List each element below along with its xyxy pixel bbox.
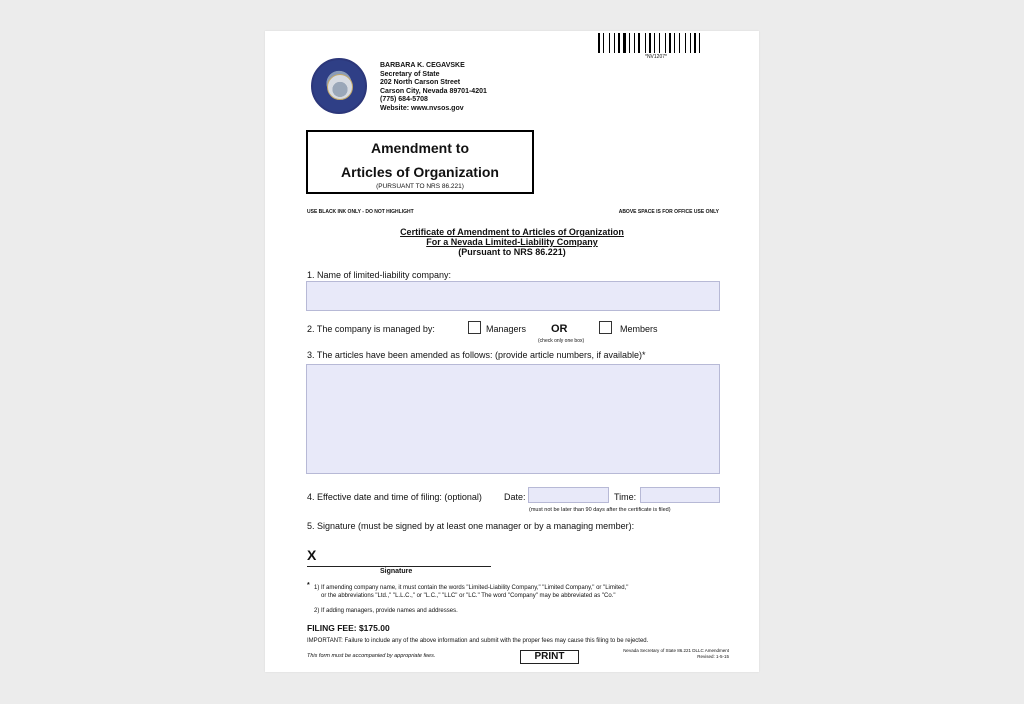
form-title-box (306, 130, 534, 194)
form-page (265, 31, 759, 672)
certificate-line1: Certificate of Amendment to Articles of Organization (400, 227, 624, 237)
form-revised: Revised: 1-5-15 (697, 653, 729, 659)
fees-footer-note: This form must be accompanied by appropriate fees. (307, 653, 436, 659)
barcode-icon (598, 33, 718, 53)
or-label: OR (551, 323, 568, 335)
note-1-line-a: 1) If amending company name, it must contain the words "Limited-Liability Company," "Limited Company," or "Limited," (314, 585, 629, 591)
website: Website: www.nvsos.gov (380, 104, 464, 112)
address-street: 202 North Carson Street (380, 79, 461, 87)
filing-fee: FILING FEE: $175.00 (307, 623, 390, 633)
q3-label: 3. The articles have been amended as follows: (provide article numbers, if available)* (307, 350, 646, 360)
certificate-heading (265, 227, 759, 257)
form-title-statute: (PURSUANT TO NRS 86.221) (376, 183, 464, 190)
form-title-line2: Articles of Organization (341, 164, 499, 180)
members-label: Members (620, 324, 658, 334)
secretary-title: Secretary of State (380, 70, 440, 78)
certificate-line2: For a Nevada Limited-Liability Company (426, 237, 598, 247)
members-checkbox[interactable] (599, 321, 612, 334)
signature-label: Signature (380, 568, 413, 575)
notes-asterisk: * (307, 582, 310, 589)
amendments-textarea[interactable] (306, 364, 720, 474)
date-label: Date: (504, 492, 526, 502)
signature-line (307, 566, 491, 567)
managers-label: Managers (486, 324, 527, 334)
time-input[interactable] (640, 487, 720, 503)
secretary-name: BARBARA K. CEGAVSKE (380, 62, 465, 69)
q2-label: 2. The company is managed by: (307, 324, 435, 334)
check-one-note: (check only one box) (538, 338, 585, 344)
state-seal-icon (311, 58, 367, 114)
phone: (775) 684-5708 (380, 96, 428, 104)
certificate-line3: (Pursuant to NRS 86.221) (458, 247, 566, 257)
note-1-line-b: or the abbreviations "Ltd.," "L.L.C.," or "L.C.," "LLC" or "LC." The word "Company" may be abbreviated as "Co." (321, 592, 616, 599)
important-notice: IMPORTANT: Failure to include any of the above information and submit with the proper fees may cause this filing to be rejected. (307, 638, 649, 644)
office-use-notice: ABOVE SPACE IS FOR OFFICE USE ONLY (618, 209, 719, 215)
q1-label: 1. Name of limited-liability company: (307, 270, 452, 280)
date-limit-note: (must not be later than 90 days after the certificate is filed) (529, 507, 671, 513)
form-id: Nevada Secretary of State 86.221 DLLC Amendment (623, 648, 729, 653)
company-name-input[interactable] (306, 281, 720, 311)
time-label: Time: (614, 492, 637, 502)
barcode-number: *NV1207* (645, 54, 667, 60)
form-title-line1: Amendment to (371, 140, 469, 156)
managers-checkbox[interactable] (468, 321, 481, 334)
print-button[interactable]: PRINT (520, 650, 579, 664)
ink-notice: USE BLACK INK ONLY - DO NOT HIGHLIGHT (307, 209, 414, 215)
q5-label: 5. Signature (must be signed by at least one manager or by a managing member): (307, 521, 635, 531)
note-1 (314, 585, 734, 600)
q4-label: 4. Effective date and time of filing: (optional) (307, 492, 482, 502)
form-revision-info (623, 648, 729, 659)
signature-x-mark: X (307, 547, 317, 563)
date-input[interactable] (528, 487, 609, 503)
secretary-address (380, 62, 487, 114)
note-2: 2) If adding managers, provide names and addresses. (314, 608, 458, 614)
signature-input[interactable] (321, 545, 491, 565)
address-city: Carson City, Nevada 89701-4201 (380, 87, 487, 95)
